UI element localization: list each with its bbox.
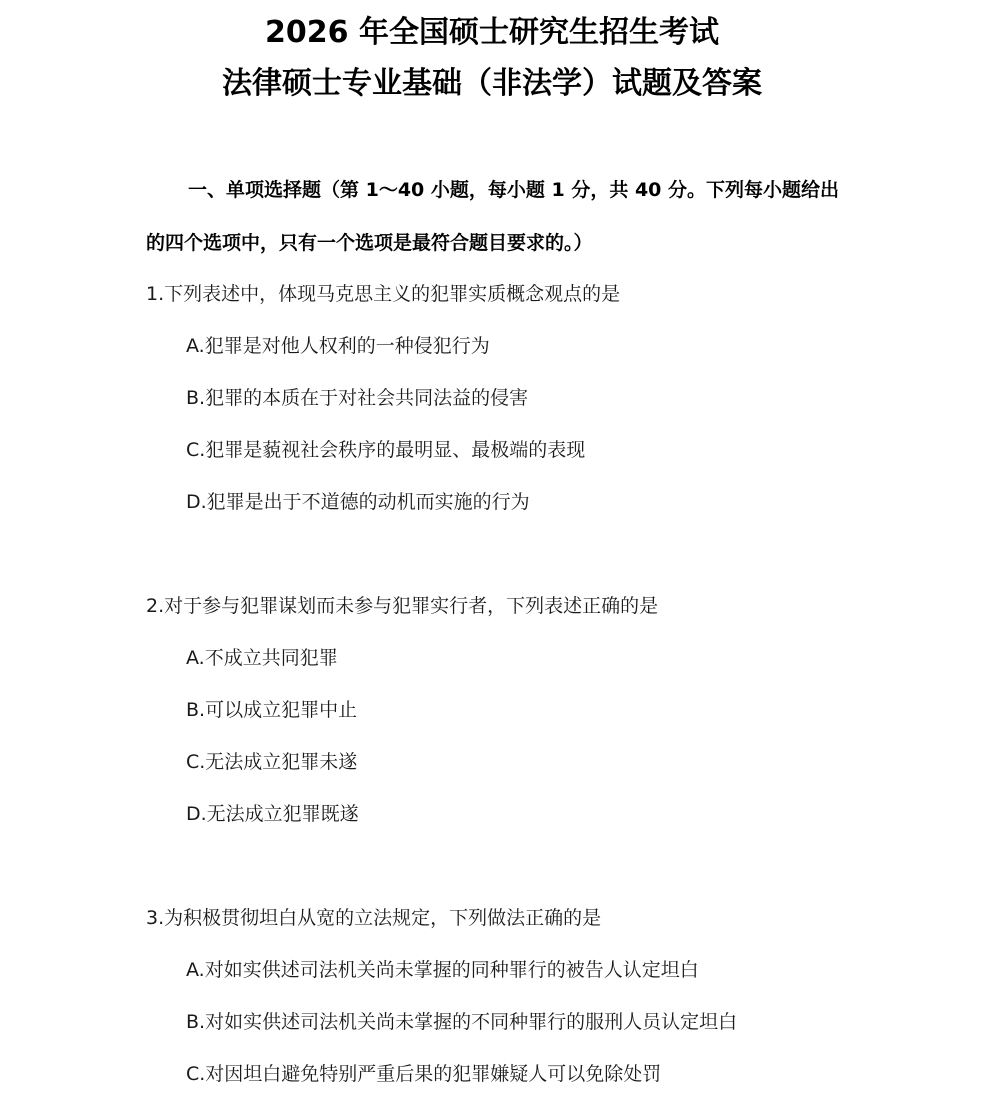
question-3-stem: 3.为积极贯彻坦白从宽的立法规定，下列做法正确的是 (146, 907, 602, 929)
question-2-option-b: B.可以成立犯罪中止 (186, 699, 358, 721)
document-title-line2: 法律硕士专业基础（非法学）试题及答案 (222, 66, 762, 101)
question-2-option-d: D.无法成立犯罪既遂 (186, 803, 359, 825)
question-1-option-a: A.犯罪是对他人权利的一种侵犯行为 (186, 335, 490, 357)
question-2-option-a: A.不成立共同犯罪 (186, 647, 338, 669)
question-1-option-d: D.犯罪是出于不道德的动机而实施的行为 (186, 491, 530, 513)
question-3-option-a: A.对如实供述司法机关尚未掌握的同种罪行的被告人认定坦白 (186, 959, 699, 981)
question-1-stem: 1.下列表述中，体现马克思主义的犯罪实质概念观点的是 (146, 283, 621, 305)
section-heading-line2: 的四个选项中，只有一个选项是最符合题目要求的。） (146, 232, 593, 254)
question-2-option-c: C.无法成立犯罪未遂 (186, 751, 358, 773)
question-3-option-b: B.对如实供述司法机关尚未掌握的不同种罪行的服刑人员认定坦白 (186, 1011, 738, 1033)
section-heading-line1: 一、单项选择题（第 1～40 小题，每小题 1 分，共 40 分。下列每小题给出 (188, 179, 840, 201)
question-3-option-c: C.对因坦白避免特别严重后果的犯罪嫌疑人可以免除处罚 (186, 1063, 662, 1085)
question-2-stem: 2.对于参与犯罪谋划而未参与犯罪实行者，下列表述正确的是 (146, 595, 659, 617)
document-title-line1: 2026 年全国硕士研究生招生考试 (265, 15, 719, 50)
question-1-option-c: C.犯罪是藐视社会秩序的最明显、最极端的表现 (186, 439, 586, 461)
question-1-option-b: B.犯罪的本质在于对社会共同法益的侵害 (186, 387, 529, 409)
